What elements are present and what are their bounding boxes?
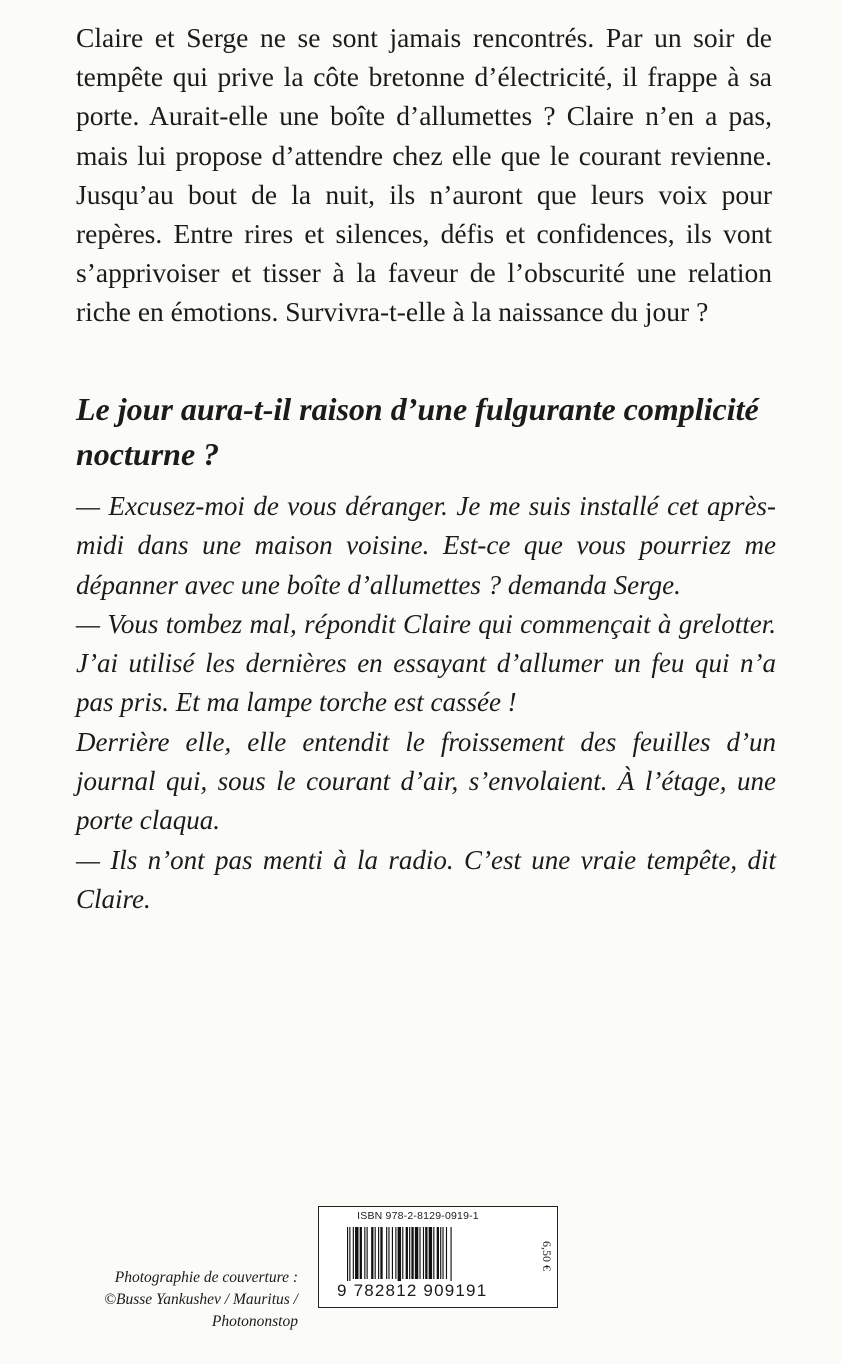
excerpt-line: — Vous tombez mal, répondit Claire qui commençait à grelotter. J’ai utilisé les dernières en essayant d’allumer un feu qui n’a pas pris. Et ma lampe torche est cassée ! [76, 608, 776, 718]
barcode-bar [406, 1227, 408, 1279]
credits-line: Photononstop [211, 1313, 298, 1330]
barcode-bar [409, 1227, 410, 1279]
excerpt [76, 487, 776, 919]
barcode-bar [395, 1227, 396, 1279]
barcode-bar [446, 1227, 447, 1279]
barcode-bar [425, 1227, 427, 1279]
barcode-bar [402, 1227, 403, 1279]
barcode-bar [419, 1227, 420, 1279]
barcode-bar [392, 1227, 393, 1279]
summary-paragraph: Claire et Serge ne se sont jamais rencontrés. Par un soir de tempête qui prive la côte bretonne d’électricité, il frappe à sa porte. Aurait-elle une boîte d’allumettes ? Claire n’en a pas, mais lui propose d’attendre chez elle que le courant revienne. Jusqu’au bout de la nuit, ils n’auront que leurs voix pour repères. Entre rires et silences, défis et confidences, ils vont s’apprivoiser et tisser à la faveur de l’obscurité une relation riche en émotions. Survivra-t-elle à la naissance du jour ? [76, 22, 772, 328]
barcode-bar [355, 1227, 358, 1279]
barcode-bars [347, 1227, 525, 1285]
excerpt-line: — Excusez-moi de vous déranger. Je me suis installé cet après-midi dans une maison voisine. Est-ce que vous pourriez me dépanner avec une boîte d’allumettes ? demanda Serge. [76, 491, 776, 600]
barcode-bar [433, 1227, 434, 1279]
barcode-bar [388, 1227, 389, 1279]
barcode-bar [415, 1227, 418, 1279]
barcode-bar [437, 1227, 439, 1279]
tagline: Le jour aura-t-il raison d’une fulgurante complicité nocturne ? [76, 391, 759, 472]
barcode-bar [442, 1227, 443, 1279]
barcode-bar [411, 1227, 413, 1279]
photo-credits [60, 1267, 298, 1333]
barcode-digits: 9 782812 909191 [337, 1281, 527, 1301]
barcode-bar [429, 1227, 432, 1279]
barcode-bar [398, 1227, 401, 1285]
excerpt-line: — Ils n’ont pas menti à la radio. C’est une vraie tempête, dit Claire. [76, 844, 776, 914]
barcode-bar [423, 1227, 424, 1279]
isbn-label: ISBN 978-2-8129-0919-1 [357, 1210, 479, 1222]
barcode-box [318, 1206, 558, 1308]
barcode-bar [380, 1227, 382, 1279]
barcode-bar [347, 1227, 348, 1285]
barcode-bar [386, 1227, 387, 1279]
barcode-bar [353, 1227, 354, 1279]
excerpt-line: Derrière elle, elle entendit le froissement des feuilles d’un journal qui, sous le courant d’air, s’envolaient. À l’étage, une porte claqua. [76, 726, 776, 836]
barcode-bar [378, 1227, 379, 1279]
barcode-bar [367, 1227, 368, 1279]
barcode-bar [451, 1227, 452, 1285]
credits-line: ©Busse Yankushev / Mauritus / [104, 1291, 298, 1308]
barcode-bar [349, 1227, 350, 1285]
barcode-bar [371, 1227, 373, 1279]
barcode-bar [364, 1227, 365, 1279]
barcode-bar [440, 1227, 441, 1279]
price-label: 6,50 € [540, 1241, 554, 1271]
credits-line: Photographie de couverture : [114, 1269, 298, 1286]
barcode-bar [360, 1227, 362, 1279]
barcode-bar [375, 1227, 376, 1279]
